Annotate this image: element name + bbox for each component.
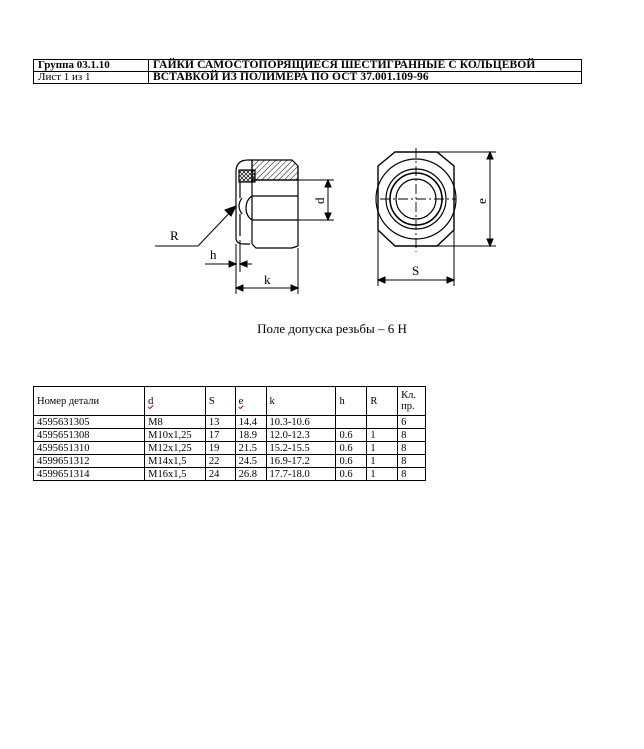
cell-class: 8 bbox=[398, 455, 426, 468]
col-r: R bbox=[367, 387, 398, 416]
cell-r: 1 bbox=[367, 442, 398, 455]
front-view bbox=[376, 148, 456, 252]
label-k: k bbox=[264, 272, 271, 287]
cell-d: M8 bbox=[145, 416, 206, 429]
cell-part: 4599651312 bbox=[34, 455, 145, 468]
cell-e: 24.5 bbox=[235, 455, 266, 468]
cell-s: 13 bbox=[205, 416, 235, 429]
cell-d: M16x1,5 bbox=[145, 468, 206, 481]
label-r: R bbox=[170, 228, 179, 243]
cell-k: 16.9-17.2 bbox=[266, 455, 336, 468]
cell-class: 8 bbox=[398, 429, 426, 442]
cell-e: 21.5 bbox=[235, 442, 266, 455]
col-e: e bbox=[235, 387, 266, 416]
k-dimension bbox=[236, 248, 298, 294]
cell-k: 15.2-15.5 bbox=[266, 442, 336, 455]
cell-r: 1 bbox=[367, 429, 398, 442]
col-class: Кл. пр. bbox=[398, 387, 426, 416]
col-k: k bbox=[266, 387, 336, 416]
cell-k: 10.3-10.6 bbox=[266, 416, 336, 429]
label-e: e bbox=[474, 198, 489, 204]
group-cell: Группа 03.1.10 bbox=[34, 60, 149, 72]
cell-r: 1 bbox=[367, 455, 398, 468]
col-part-number: Номер детали bbox=[34, 387, 145, 416]
cell-k: 12.0-12.3 bbox=[266, 429, 336, 442]
cell-part: 4599651314 bbox=[34, 468, 145, 481]
col-s: S bbox=[205, 387, 235, 416]
cell-h: 0.6 bbox=[336, 455, 367, 468]
cell-e: 18.9 bbox=[235, 429, 266, 442]
label-d: d bbox=[312, 197, 327, 204]
table-row bbox=[34, 416, 426, 429]
table-row bbox=[34, 468, 426, 481]
cell-e: 26.8 bbox=[235, 468, 266, 481]
cell-part: 4595651310 bbox=[34, 442, 145, 455]
spec-table bbox=[33, 386, 426, 481]
cell-s: 24 bbox=[205, 468, 235, 481]
nut-drawing bbox=[0, 0, 644, 320]
cell-e: 14.4 bbox=[235, 416, 266, 429]
cell-part: 4595651308 bbox=[34, 429, 145, 442]
cell-class: 6 bbox=[398, 416, 426, 429]
cell-d: M10x1,25 bbox=[145, 429, 206, 442]
col-h: h bbox=[336, 387, 367, 416]
cell-h: 0.6 bbox=[336, 468, 367, 481]
cell-s: 19 bbox=[205, 442, 235, 455]
cell-s: 22 bbox=[205, 455, 235, 468]
title-line-2: ВСТАВКОЙ ИЗ ПОЛИМЕРА ПО ОСТ 37.001.109-96 bbox=[149, 72, 582, 84]
label-s: S bbox=[412, 263, 420, 278]
cell-d: M12x1,25 bbox=[145, 442, 206, 455]
cell-s: 17 bbox=[205, 429, 235, 442]
thread-tolerance-note bbox=[0, 321, 644, 337]
cell-part: 4595631305 bbox=[34, 416, 145, 429]
cell-k: 17.7-18.0 bbox=[266, 468, 336, 481]
cell-r: 1 bbox=[367, 468, 398, 481]
table-row bbox=[34, 429, 426, 442]
cell-class: 8 bbox=[398, 442, 426, 455]
r-leader bbox=[155, 206, 236, 246]
label-h: h bbox=[210, 247, 217, 262]
cell-h: 0.6 bbox=[336, 429, 367, 442]
title-line-1: ГАЙКИ САМОСТОПОРЯЩИЕСЯ ШЕСТИГРАННЫЕ С КОЛЬЦЕВОЙ bbox=[149, 60, 582, 72]
col-d: d bbox=[145, 387, 206, 416]
side-view bbox=[236, 160, 298, 248]
cell-h: 0.6 bbox=[336, 442, 367, 455]
table-row bbox=[34, 442, 426, 455]
cell-h bbox=[336, 416, 367, 429]
cell-class: 8 bbox=[398, 468, 426, 481]
table-header-row bbox=[34, 387, 426, 416]
tolerance-text: Поле допуска резьбы – 6 H bbox=[257, 321, 407, 336]
cell-d: M14x1,5 bbox=[145, 455, 206, 468]
table-row bbox=[34, 455, 426, 468]
cell-r bbox=[367, 416, 398, 429]
sheet-cell: Лист 1 из 1 bbox=[34, 72, 149, 84]
